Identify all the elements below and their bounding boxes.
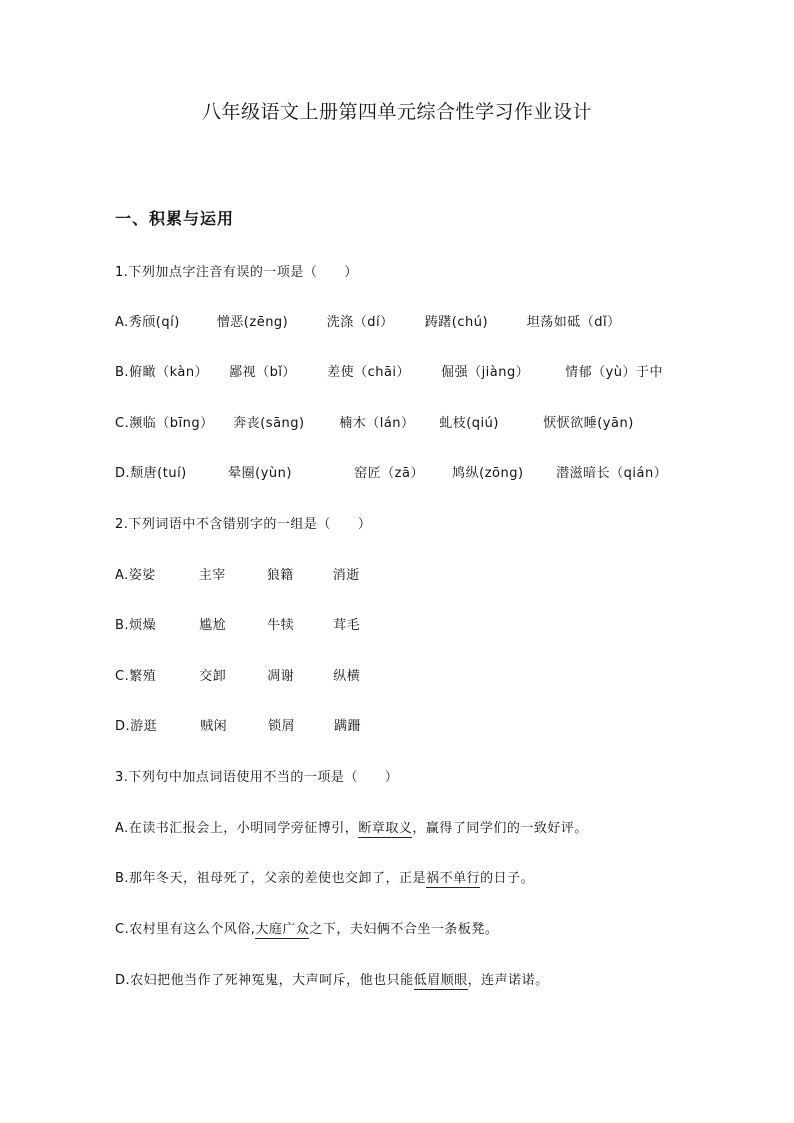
- question-2-option-a: [115, 564, 360, 583]
- sentence-text: ，连声诺诺。: [467, 973, 549, 988]
- sentence-text: D.农妇把他当作了死神冤鬼，大声呵斥，他也只能: [115, 973, 414, 988]
- option-item: 鄙视（bǐ）: [229, 365, 296, 380]
- option-label: D.: [115, 466, 131, 481]
- option-item: 憎恶(zēng): [216, 315, 289, 330]
- option-item: 游逛: [130, 719, 158, 734]
- option-item: 姿娑: [128, 568, 156, 583]
- sentence-text: 之下，夫妇俩不合坐一条板凳。: [309, 922, 499, 937]
- option-label: B.: [115, 365, 130, 380]
- option-item: 差使（chāi）: [327, 365, 411, 380]
- sentence-text: C.农村里有这么个风俗,: [115, 922, 256, 937]
- question-3-option-c: [115, 918, 498, 937]
- option-item: 倔强（jiàng）: [441, 365, 530, 380]
- section-heading: 一、积累与运用: [115, 209, 235, 228]
- option-label: D.: [115, 719, 131, 734]
- option-item: 楠木（lán）: [339, 416, 415, 431]
- sentence-text: B.那年冬天，祖母死了，父亲的差使也交卸了，正是: [115, 871, 427, 886]
- option-item: 奔丧(sāng): [233, 416, 305, 431]
- marked-phrase: 低眉顺眼: [413, 973, 468, 988]
- option-item: 濒临（bīng）: [129, 416, 214, 431]
- option-item: 烦燥: [129, 618, 157, 633]
- question-3-stem: 3.下列句中加点词语使用不当的一项是（ ）: [115, 770, 399, 785]
- option-item: 主宰: [198, 568, 226, 583]
- option-item: 锁屑: [268, 719, 296, 734]
- option-item: 凋谢: [267, 669, 295, 684]
- option-item: 潜滋暗长（qián）: [556, 466, 668, 481]
- marked-phrase: 祸不单行: [426, 871, 481, 886]
- question-3-option-b: [115, 867, 534, 886]
- question-1-option-b: [115, 361, 663, 380]
- question-2-option-c: [115, 665, 360, 684]
- option-item: 茸毛: [333, 618, 361, 633]
- option-item: 秀颀(qí): [128, 315, 180, 330]
- option-item: 恹恹欲睡(yān): [543, 416, 634, 431]
- option-item: 贼闲: [200, 719, 228, 734]
- option-item: 消逝: [332, 568, 360, 583]
- question-2-stem: 2.下列词语中不含错别字的一组是（ ）: [115, 517, 372, 532]
- page-title: 八年级语文上册第四单元综合性学习作业设计: [201, 101, 592, 123]
- option-item: 纵横: [333, 669, 361, 684]
- option-item: 鸠纵(zōng): [452, 466, 524, 481]
- option-label: A.: [115, 315, 129, 330]
- question-1-option-a: [115, 311, 621, 330]
- option-item: 蹒跚: [334, 719, 362, 734]
- option-item: 交卸: [199, 669, 227, 684]
- option-item: 情郁（yù）于中: [565, 365, 663, 380]
- sentence-text: 的日子。: [480, 871, 535, 886]
- marked-phrase: 断章取义: [358, 821, 413, 836]
- option-item: 尴尬: [199, 618, 227, 633]
- option-item: 牛犊: [267, 618, 295, 633]
- option-item: 踌躇(chú): [424, 315, 489, 330]
- option-item: 虬枝(qiú): [439, 416, 499, 431]
- option-item: 俯瞰（kàn）: [129, 365, 209, 380]
- question-2-option-d: [115, 715, 361, 734]
- option-item: 狼籍: [266, 568, 294, 583]
- option-item: 颓唐(tuí): [130, 466, 187, 481]
- question-1-stem: 1.下列加点字注音有误的一项是（ ）: [115, 265, 358, 280]
- option-label: A.: [115, 568, 129, 583]
- question-3-option-d: [115, 969, 549, 988]
- sentence-text: ，赢得了同学们的一致好评。: [412, 821, 588, 836]
- option-item: 坦荡如砥（dǐ）: [526, 315, 621, 330]
- question-3-option-a: [115, 817, 588, 836]
- question-1-option-c: [115, 412, 634, 431]
- option-item: 窑匠（zā）: [354, 466, 424, 481]
- option-item: 繁殖: [129, 669, 157, 684]
- option-item: 洗涤（dí）: [326, 315, 394, 330]
- option-label: C.: [115, 416, 130, 431]
- option-label: C.: [115, 669, 130, 684]
- option-label: B.: [115, 618, 130, 633]
- option-item: 晕圈(yùn): [228, 466, 292, 481]
- sentence-text: A.在读书汇报会上，小明同学旁征博引，: [115, 821, 359, 836]
- question-2-option-b: [115, 614, 360, 633]
- question-1-option-d: [115, 462, 667, 481]
- marked-phrase: 大庭广众: [255, 922, 310, 937]
